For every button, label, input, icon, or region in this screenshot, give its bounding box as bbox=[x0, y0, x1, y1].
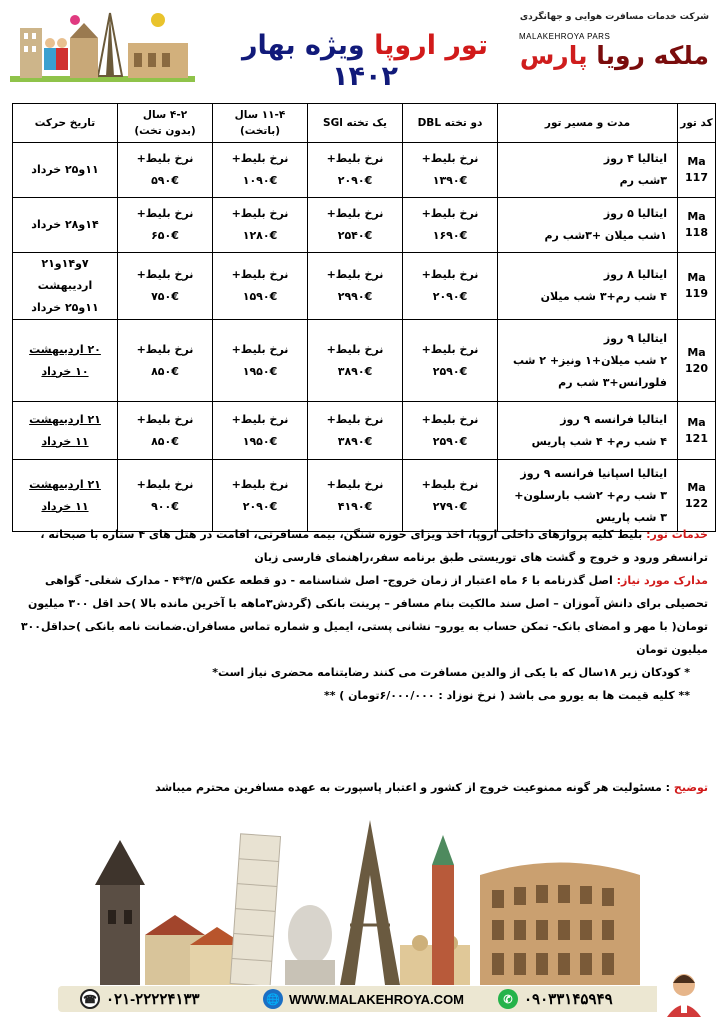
header-child-bed-1: ۱۱-۴ سال bbox=[234, 109, 286, 121]
tour-code-cell bbox=[678, 198, 716, 253]
phone-contact[interactable] bbox=[80, 989, 200, 1009]
tour-code-prefix: Ma bbox=[687, 480, 706, 494]
tour-code-number: 122 bbox=[685, 496, 708, 510]
phone-icon: ☎ bbox=[80, 989, 100, 1009]
price-label: نرخ بلیط+ bbox=[231, 268, 289, 281]
price-value: ۳۸۹۰€ bbox=[337, 364, 373, 378]
price-child-bed-cell bbox=[213, 460, 308, 532]
departure-date: ۱۱و۲۵ خرداد bbox=[31, 301, 99, 314]
departure-date: ۱۱و۲۵ خرداد bbox=[31, 163, 99, 176]
price-child-bed-cell bbox=[213, 253, 308, 320]
website-contact[interactable] bbox=[263, 989, 464, 1009]
price-label: نرخ بلیط+ bbox=[231, 342, 289, 356]
tour-code-number: 121 bbox=[685, 431, 708, 445]
price-child-nobed-cell bbox=[118, 143, 213, 198]
header-child-nobed bbox=[118, 104, 213, 143]
tour-price-table bbox=[12, 103, 716, 532]
whatsapp-icon: ✆ bbox=[498, 989, 518, 1009]
price-label: نرخ بلیط+ bbox=[421, 477, 479, 491]
price-label: نرخ بلیط+ bbox=[231, 477, 289, 491]
tour-code-number: 119 bbox=[685, 287, 708, 300]
price-dbl-cell bbox=[403, 143, 498, 198]
price-value: ۲۰۹۰€ bbox=[337, 174, 373, 187]
table-row bbox=[13, 198, 716, 253]
price-label: نرخ بلیط+ bbox=[136, 477, 194, 491]
website-url: WWW.MALAKEHROYA.COM bbox=[289, 991, 465, 1007]
price-label: نرخ بلیط+ bbox=[136, 412, 194, 426]
departure-date: ۱۱ خرداد bbox=[41, 499, 89, 513]
page-title bbox=[205, 30, 525, 92]
price-child-bed-cell bbox=[213, 143, 308, 198]
price-sgl-cell bbox=[308, 402, 403, 460]
company-name-fa-suffix: پارس bbox=[519, 41, 588, 70]
services-label: خدمات تور: bbox=[646, 528, 708, 541]
tour-code-number: 120 bbox=[685, 361, 708, 375]
price-value: ۱۵۹۰€ bbox=[242, 290, 278, 303]
header bbox=[0, 0, 727, 100]
price-child-bed-cell bbox=[213, 320, 308, 402]
docs-text-2: تحصیلی برای دانش آموزان – اصل سند مالکیت بنام مسافر – پرینت بانکی (گردش۳ماهه با آخرین مانده بالا )حد اقل ۳۰۰ میلیون bbox=[27, 597, 708, 610]
title-blue: ویژه بهار ۱۴۰۲ bbox=[242, 30, 398, 92]
header-sgl: یک تخته SGl bbox=[308, 104, 403, 143]
route-line: ۳ شب پاریس bbox=[595, 510, 667, 524]
price-value: ۵۹۰€ bbox=[151, 174, 179, 187]
european-landmarks-image bbox=[80, 815, 670, 985]
phone-number: ۰۲۱-۲۲۲۲۴۱۳۳ bbox=[106, 991, 200, 1008]
departure-date: ۱۴و۲۸ خرداد bbox=[31, 218, 99, 231]
route-line: ایتالیا ۹ روز bbox=[603, 331, 667, 345]
header-date: تاریخ حرکت bbox=[13, 104, 118, 143]
header-child-nobed-2: (بدون تخت) bbox=[134, 125, 196, 137]
price-sgl-cell bbox=[308, 143, 403, 198]
price-value: ۱۹۵۰€ bbox=[242, 364, 278, 378]
price-label: نرخ بلیط+ bbox=[326, 152, 384, 165]
note-children: * کودکان زیر ۱۸سال که با یکی از والدین مسافرت می کنند رضایتنامه محضری نیاز است* bbox=[212, 666, 690, 679]
price-label: نرخ بلیط+ bbox=[421, 207, 479, 220]
route-line: ۱شب میلان +۳شب رم bbox=[544, 229, 667, 242]
price-sgl-cell bbox=[308, 253, 403, 320]
route-line: ایتالیا ۸ روز bbox=[603, 268, 667, 281]
price-value: ۲۵۴۰€ bbox=[337, 229, 373, 242]
route-line: ۳ شب رم+ ۲شب بارسلون+ bbox=[514, 488, 667, 502]
price-child-nobed-cell bbox=[118, 320, 213, 402]
notes-section bbox=[18, 523, 708, 707]
route-cell bbox=[498, 402, 678, 460]
route-cell bbox=[498, 198, 678, 253]
price-child-nobed-cell bbox=[118, 198, 213, 253]
price-sgl-cell bbox=[308, 320, 403, 402]
departure-date: ۱۰ خرداد bbox=[41, 364, 89, 378]
price-label: نرخ بلیط+ bbox=[231, 207, 289, 220]
table-header-row bbox=[13, 104, 716, 143]
price-label: نرخ بلیط+ bbox=[136, 207, 194, 220]
tour-code-cell bbox=[678, 253, 716, 320]
price-value: ۱۲۸۰€ bbox=[242, 229, 278, 242]
departure-date-cell bbox=[13, 460, 118, 532]
route-cell bbox=[498, 460, 678, 532]
tour-code-prefix: Ma bbox=[687, 415, 706, 429]
table-row bbox=[13, 253, 716, 320]
tour-code-cell bbox=[678, 460, 716, 532]
price-dbl-cell bbox=[403, 320, 498, 402]
tour-code-cell bbox=[678, 320, 716, 402]
support-avatar-icon bbox=[657, 965, 712, 1020]
route-line: ایتالیا فرانسه ۹ روز bbox=[560, 412, 667, 426]
www-icon: 🌐 bbox=[263, 989, 283, 1009]
price-value: ۲۰۹۰€ bbox=[242, 499, 278, 513]
whatsapp-number: ۰۹۰۳۳۱۴۵۹۴۹ bbox=[524, 991, 613, 1008]
price-label: نرخ بلیط+ bbox=[231, 412, 289, 426]
price-child-nobed-cell bbox=[118, 253, 213, 320]
route-line: ایتالیا اسپانیا فرانسه ۹ روز bbox=[520, 466, 667, 480]
departure-date: ۲۰ اردیبهشت bbox=[29, 342, 101, 356]
whatsapp-contact[interactable] bbox=[498, 989, 613, 1009]
services-text-2: ترانسفر ورود و خروج و گشت های توریستی طبق برنامه سفر،راهنمای فارسی زبان bbox=[254, 551, 708, 564]
tour-code-cell bbox=[678, 143, 716, 198]
price-value: ۲۵۹۰€ bbox=[432, 364, 468, 378]
title-red: تور اروپا bbox=[374, 30, 488, 61]
price-value: ۸۵۰€ bbox=[151, 434, 179, 448]
explain-label: توضیح bbox=[673, 781, 708, 794]
header-code: کد تور bbox=[678, 104, 716, 143]
header-child-bed bbox=[213, 104, 308, 143]
tour-code-prefix: Ma bbox=[687, 345, 706, 359]
price-label: نرخ بلیط+ bbox=[326, 477, 384, 491]
price-value: ۳۸۹۰€ bbox=[337, 434, 373, 448]
price-label: نرخ بلیط+ bbox=[326, 207, 384, 220]
price-dbl-cell bbox=[403, 253, 498, 320]
docs-paragraph bbox=[18, 569, 708, 592]
table-row bbox=[13, 143, 716, 198]
route-line: فلورانس+۳ شب رم bbox=[558, 375, 667, 389]
contact-footer bbox=[58, 986, 673, 1012]
departure-date-cell bbox=[13, 402, 118, 460]
price-dbl-cell bbox=[403, 402, 498, 460]
price-sgl-cell bbox=[308, 198, 403, 253]
price-label: نرخ بلیط+ bbox=[326, 412, 384, 426]
tour-code-number: 118 bbox=[685, 226, 708, 239]
docs-text-4: میلیون تومان bbox=[636, 643, 708, 656]
explain-line bbox=[18, 781, 708, 794]
tour-code-cell bbox=[678, 402, 716, 460]
price-value: ۱۹۵۰€ bbox=[242, 434, 278, 448]
price-label: نرخ بلیط+ bbox=[421, 342, 479, 356]
price-label: نرخ بلیط+ bbox=[136, 342, 194, 356]
departure-date-cell bbox=[13, 320, 118, 402]
header-child-nobed-1: ۴-۲ سال bbox=[142, 109, 188, 121]
table-row bbox=[13, 402, 716, 460]
route-line: ۴ شب رم+ ۴ شب پاریس bbox=[531, 434, 667, 448]
price-label: نرخ بلیط+ bbox=[136, 152, 194, 165]
price-value: ۲۵۹۰€ bbox=[432, 434, 468, 448]
landmarks-collage-image bbox=[10, 8, 195, 88]
price-label: نرخ بلیط+ bbox=[326, 268, 384, 281]
docs-text: اصل گذرنامه با ۶ ماه اعتبار از زمان خروج- اصل شناسنامه - دو قطعه عکس ۳/۵*۴ - مدارک شغلی- گواهی bbox=[45, 574, 617, 587]
route-line: ایتالیا ۵ روز bbox=[603, 207, 667, 220]
services-text: بلیط کلیه پروازهای داخلی اروپا، اخذ ویزای حوزه شنگن، بیمه مسافرتی، اقامت در هتل های ۴ ستاره با صبحانه ، bbox=[40, 528, 647, 541]
docs-label: مدارک مورد نیاز: bbox=[616, 574, 708, 587]
price-label: نرخ بلیط+ bbox=[421, 152, 479, 165]
departure-date: ۱۱ خرداد bbox=[41, 434, 89, 448]
price-value: ۴۱۹۰€ bbox=[337, 499, 373, 513]
tour-code-prefix: Ma bbox=[687, 155, 706, 168]
departure-date: ۷و۱۴و۲۱ اردیبهشت bbox=[37, 257, 93, 292]
price-dbl-cell bbox=[403, 460, 498, 532]
price-child-nobed-cell bbox=[118, 460, 213, 532]
price-child-bed-cell bbox=[213, 198, 308, 253]
price-value: ۲۰۹۰€ bbox=[432, 290, 468, 303]
company-subtitle: شرکت خدمات مسافرت هوایی و جهانگردی bbox=[519, 12, 709, 22]
price-value: ۸۵۰€ bbox=[151, 364, 179, 378]
price-label: نرخ بلیط+ bbox=[231, 152, 289, 165]
departure-date-cell bbox=[13, 143, 118, 198]
table-row bbox=[13, 320, 716, 402]
tour-code-prefix: Ma bbox=[687, 210, 706, 223]
route-line: ۲ شب میلان+۱ ونیز+ ۲ شب bbox=[512, 353, 667, 367]
price-dbl-cell bbox=[403, 198, 498, 253]
departure-date: ۲۱ اردیبهشت bbox=[29, 412, 101, 426]
explain-text: : مسئولیت هر گونه ممنوعیت خروج از کشور و اعتبار پاسپورت به عهده مسافرین محترم میباشد bbox=[155, 781, 674, 794]
price-value: ۷۵۰€ bbox=[151, 290, 179, 303]
price-child-bed-cell bbox=[213, 402, 308, 460]
price-sgl-cell bbox=[308, 460, 403, 532]
departure-date-cell bbox=[13, 253, 118, 320]
note-currency: ** کلیه قیمت ها به یورو می باشد ( نرخ نوزاد : ۶/۰۰۰/۰۰۰تومان ) ** bbox=[323, 689, 690, 702]
price-label: نرخ بلیط+ bbox=[421, 412, 479, 426]
table-row bbox=[13, 460, 716, 532]
route-cell bbox=[498, 320, 678, 402]
header-route: مدت و مسیر تور bbox=[498, 104, 678, 143]
price-value: ۱۰۹۰€ bbox=[242, 174, 278, 187]
header-child-bed-2: (باتخت) bbox=[239, 125, 281, 137]
company-name-en: MALAKEHROYA PARS bbox=[519, 32, 611, 41]
route-line: ایتالیا ۴ روز bbox=[603, 152, 667, 165]
header-dbl: دو تخته DBL bbox=[403, 104, 498, 143]
company-name-fa-main: ملکه رویا bbox=[596, 41, 709, 70]
price-value: ۹۰۰€ bbox=[151, 499, 179, 513]
departure-date-cell bbox=[13, 198, 118, 253]
price-value: ۱۳۹۰€ bbox=[432, 174, 468, 187]
route-line: ۴ شب رم+۳ شب میلان bbox=[540, 290, 667, 303]
docs-text-3: تومان( با مهر و امضای بانک- تمکن حساب به یورو– نشانی پستی، ایمیل و شماره تماس مسافران.ضمانت نامه بانکی )حداقل۳۰۰ bbox=[20, 620, 708, 633]
route-cell bbox=[498, 143, 678, 198]
route-line: ۳شب رم bbox=[619, 174, 667, 187]
price-value: ۲۹۹۰€ bbox=[337, 290, 373, 303]
services-paragraph bbox=[18, 523, 708, 546]
departure-date: ۲۱ اردیبهشت bbox=[29, 477, 101, 491]
company-name-fa bbox=[519, 41, 709, 70]
price-label: نرخ بلیط+ bbox=[136, 268, 194, 281]
price-value: ۶۵۰€ bbox=[151, 229, 179, 242]
company-logo bbox=[519, 12, 709, 92]
price-label: نرخ بلیط+ bbox=[421, 268, 479, 281]
price-value: ۱۶۹۰€ bbox=[432, 229, 468, 242]
price-label: نرخ بلیط+ bbox=[326, 342, 384, 356]
price-child-nobed-cell bbox=[118, 402, 213, 460]
tour-code-number: 117 bbox=[685, 171, 708, 184]
route-cell bbox=[498, 253, 678, 320]
tour-code-prefix: Ma bbox=[687, 271, 706, 284]
price-value: ۲۷۹۰€ bbox=[432, 499, 468, 513]
